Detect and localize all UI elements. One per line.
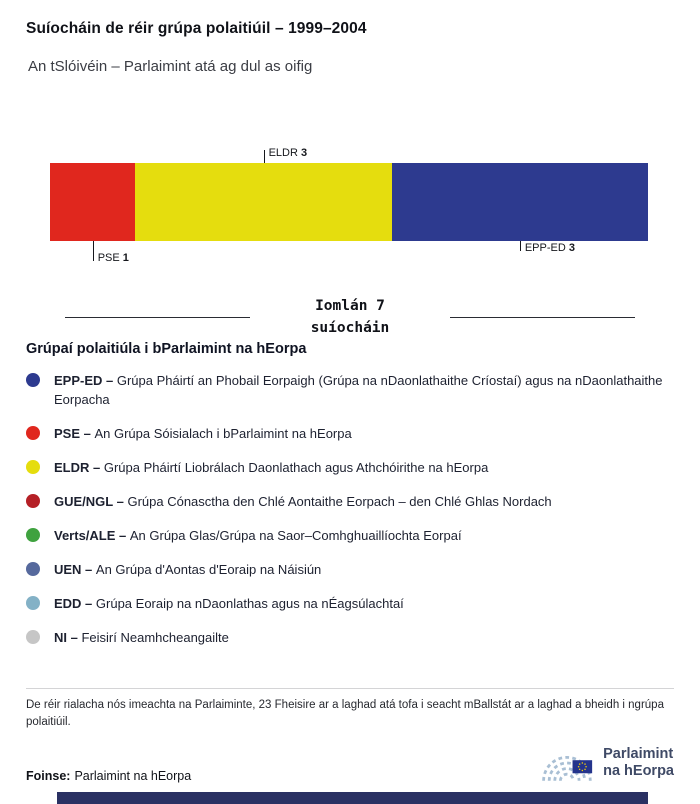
legend-item-text: PSE – An Grúpa Sóisialach i bParlaimint na hEorpa	[54, 426, 352, 441]
legend-item-text: UEN – An Grúpa d'Aontas d'Eoraip na Náisiún	[54, 562, 322, 577]
legend-item-uen	[26, 560, 668, 579]
bar-tick-epp-ed	[520, 241, 521, 251]
source-line	[26, 769, 191, 783]
stacked-bar	[50, 163, 648, 241]
bar-tick-pse	[93, 241, 94, 261]
group-color-dot-verts-ale	[26, 528, 40, 542]
legend-item-text: EDD – Grúpa Eoraip na nDaonlathas agus na nÉagsúlachtaí	[54, 596, 404, 611]
legend-list	[26, 371, 668, 647]
legend-item-epp-ed	[26, 371, 668, 409]
legend-item-eldr	[26, 458, 668, 477]
bar-tick-eldr	[264, 150, 265, 163]
total-seats-line2: suíocháin	[310, 319, 390, 336]
group-color-dot-uen	[26, 562, 40, 576]
footnote-text: De réir rialacha nós imeachta na Parlaiminte, 23 Fheisire ar a laghad atá tofa i seacht mBallstát ar a laghad a bheidh i ngrúpa polaitiúil.	[26, 699, 664, 728]
bar-label-eldr: ELDR 3	[268, 147, 308, 159]
source-text: Parlaimint na hEorpa	[74, 769, 192, 783]
legend-item-text: ELDR – Grúpa Pháirtí Liobrálach Daonlathach agus Athchóirithe na hEorpa	[54, 460, 489, 475]
total-seats-row	[65, 296, 635, 340]
european-parliament-logo	[538, 742, 674, 784]
legend-heading: Grúpaí polaitiúla i bParlaimint na hEorpa	[26, 341, 307, 357]
legend-item-text: GUE/NGL – Grúpa Cónasctha den Chlé Aontaithe Eorpach – den Chlé Ghlas Nordach	[54, 494, 552, 509]
group-color-dot-edd	[26, 596, 40, 610]
legend-item-text: NI – Feisirí Neamhcheangailte	[54, 630, 229, 645]
footer-divider	[26, 688, 674, 689]
group-color-dot-pse	[26, 426, 40, 440]
legend-item-ni	[26, 628, 668, 647]
legend-item-pse	[26, 424, 668, 443]
group-color-dot-eldr	[26, 460, 40, 474]
legend-item-gue-ngl	[26, 492, 668, 511]
legend-item-text: Verts/ALE – An Grúpa Glas/Grúpa na Saor–Comhghuaillíochta Eorpaí	[54, 528, 462, 543]
eu-flag-icon	[573, 760, 593, 773]
bar-segment-pse	[50, 163, 135, 241]
logo-wordmark	[603, 746, 674, 781]
page-title: Suíocháin de réir grúpa polaitiúil – 1999–2004	[26, 20, 367, 37]
logo-wordmark-line2: na hEorpa	[603, 763, 674, 779]
legend-item-edd	[26, 594, 668, 613]
left-rule	[65, 317, 250, 318]
page-subtitle: An tSlóivéin – Parlaimint atá ag dul as oifig	[28, 58, 313, 75]
legend-item-text: EPP-ED – Grúpa Pháirtí an Phobail Eorpaigh (Grúpa na nDaonlathaithe Críostaí) agus na nDaonlathaithe Eorpacha	[54, 373, 663, 407]
source-label: Foinse:	[26, 769, 71, 783]
footer-color-bar	[57, 792, 648, 804]
seat-bar-chart	[50, 141, 648, 273]
bar-segment-epp-ed	[392, 163, 648, 241]
group-color-dot-ni	[26, 630, 40, 644]
total-seats-line1: Iomlán 7	[315, 298, 385, 314]
total-seats-label	[250, 296, 450, 340]
bar-label-pse: PSE 1	[97, 252, 129, 264]
logo-wordmark-line1: Parlaimint	[603, 745, 674, 762]
bar-label-epp-ed: EPP-ED 3	[524, 242, 575, 254]
group-color-dot-epp-ed	[26, 373, 40, 387]
right-rule	[450, 317, 635, 318]
group-color-dot-gue-ngl	[26, 494, 40, 508]
legend-item-verts-ale	[26, 526, 668, 545]
parliament-hemicycle-icon	[538, 742, 594, 784]
bar-segment-eldr	[135, 163, 391, 241]
